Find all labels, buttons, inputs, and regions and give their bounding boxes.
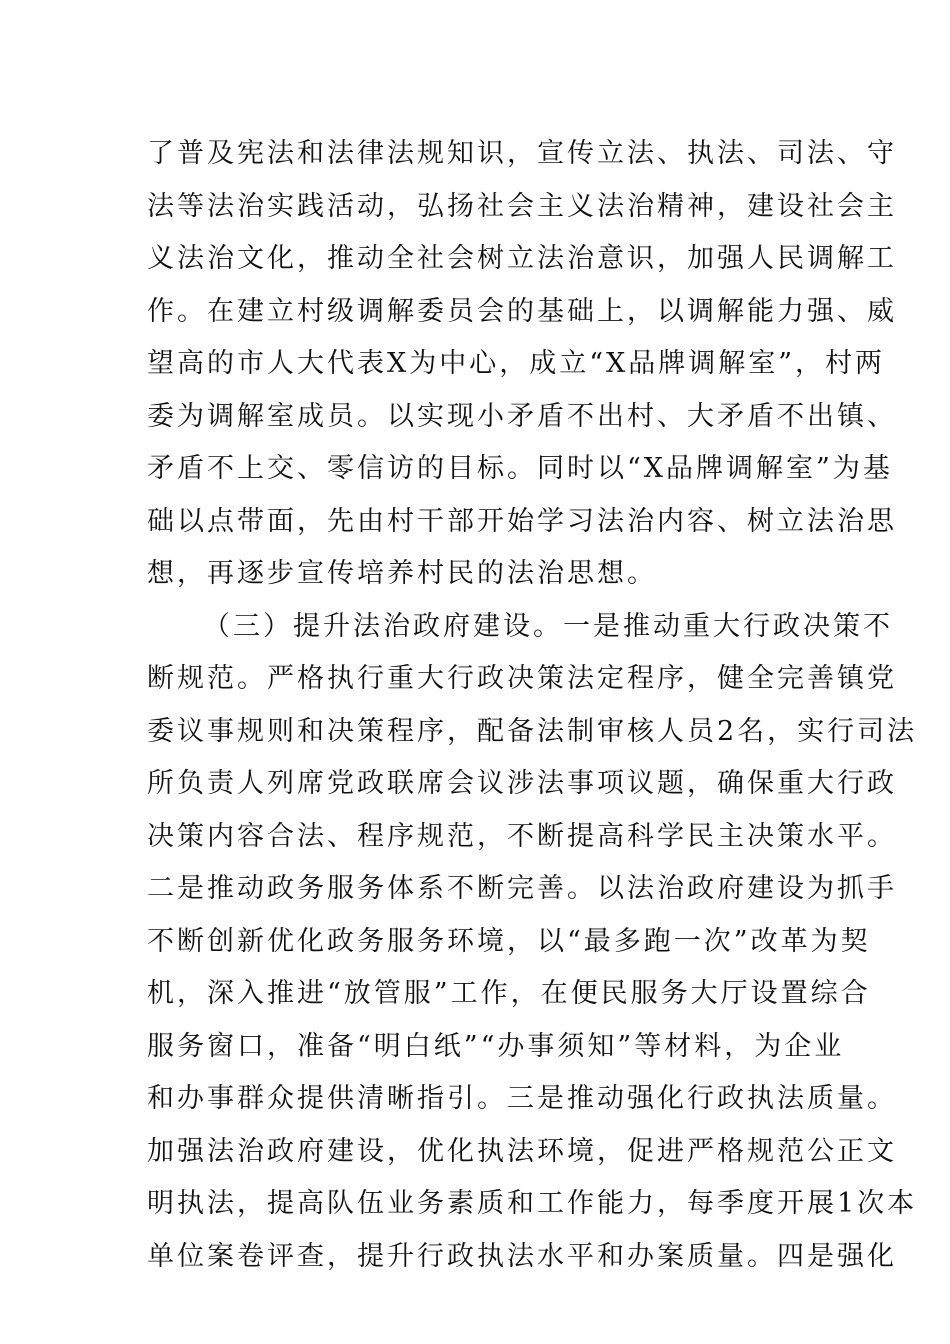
body-text: [147, 128, 918, 1283]
text-line: 明执法，提高队伍业务素质和工作能力，每季度开展1次本: [147, 1188, 918, 1219]
text-line: 和办事群众提供清晰指引。三是推动强化行政执法质量。: [147, 1083, 897, 1114]
text-line: 决策内容合法、程序规范，不断提高科学民主决策水平。: [147, 820, 897, 852]
text-line: 服务窗口，准备“明白纸”“办事须知”等材料，为企业: [147, 1030, 845, 1062]
text-line: 断规范。严格执行重大行政决策法定程序，健全完善镇党: [147, 663, 897, 694]
text-line: 单位案卷评查，提升行政执法水平和办案质量。四是强化: [147, 1240, 897, 1272]
section-heading-line: （三）提升法治政府建设。一是推动重大行政决策不: [203, 610, 893, 642]
text-line: 础以点带面，先由村干部开始学习法治内容、树立法治思: [147, 505, 897, 537]
text-line: 义法治文化，推动全社会树立法治意识，加强人民调解工: [147, 243, 897, 274]
text-line: 不断创新优化政务服务环境，以“最多跑一次”改革为契: [147, 925, 871, 957]
text-line: 作。在建立村级调解委员会的基础上，以调解能力强、威: [147, 295, 897, 327]
text-line: 机，深入推进“放管服”工作，在便民服务大厅设置综合: [147, 978, 871, 1009]
text-line: 委为调解室成员。以实现小矛盾不出村、大矛盾不出镇、: [147, 400, 897, 432]
text-line: 望高的市人大代表X为中心，成立“X品牌调解室”，村两: [147, 348, 886, 379]
text-line: 所负责人列席党政联席会议涉法事项议题，确保重大行政: [147, 768, 897, 799]
text-line: 加强法治政府建设，优化执法环境，促进严格规范公正文: [147, 1135, 897, 1167]
text-line: 法等法治实践活动，弘扬社会主义法治精神，建设社会主: [147, 190, 897, 222]
text-line: 二是推动政务服务体系不断完善。以法治政府建设为抓手: [147, 873, 897, 904]
text-line: 矛盾不上交、零信访的目标。同时以“X品牌调解室”为基: [147, 453, 893, 484]
text-line-paragraph-end: 想，再逐步宣传培养村民的法治思想。: [147, 558, 657, 589]
text-line: 了普及宪法和法律法规知识，宣传立法、执法、司法、守: [147, 138, 897, 169]
text-line: 委议事规则和决策程序，配备法制审核人员2名，实行司法: [147, 715, 918, 747]
